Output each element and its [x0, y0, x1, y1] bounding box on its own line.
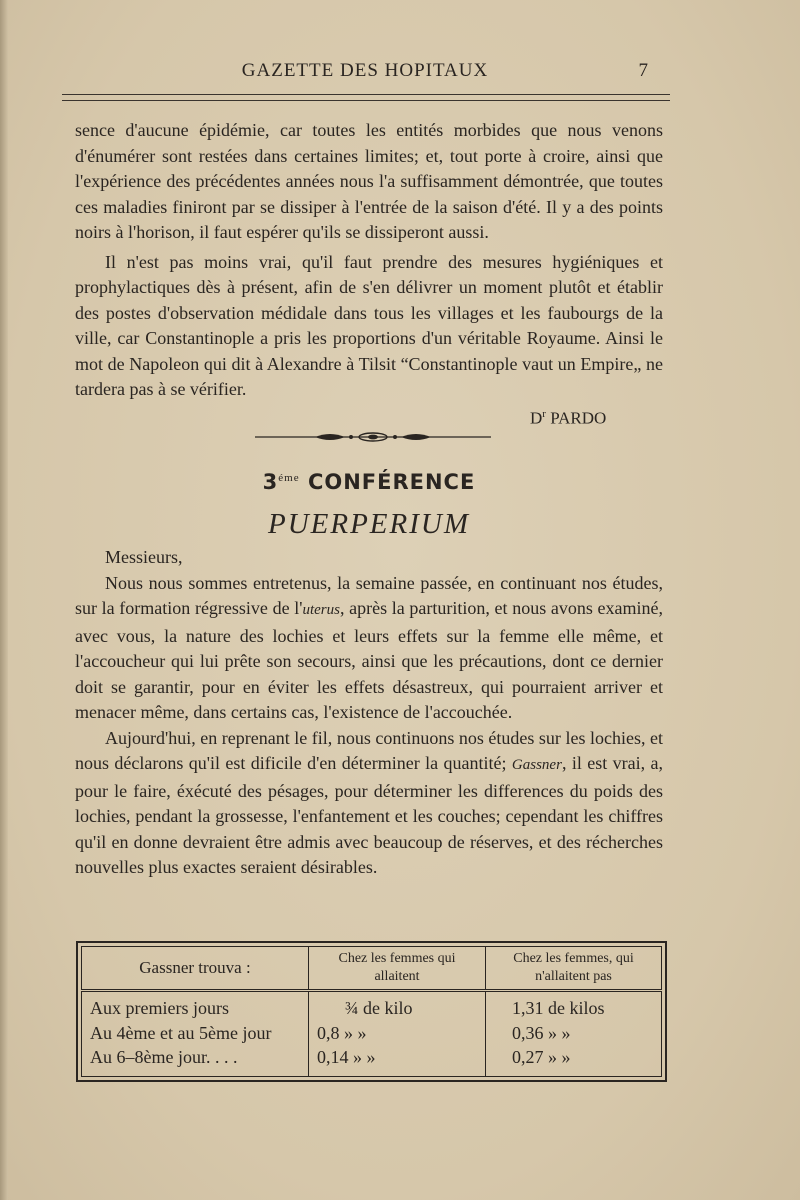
header-cell: Chez les femmes, qui n'allaitent pas	[486, 947, 662, 991]
page-header	[60, 60, 670, 86]
row-label: Aux premiers jours	[90, 998, 229, 1018]
table-cell	[82, 991, 309, 1077]
signature-prefix: D	[530, 408, 543, 428]
conference-ordinal: éme	[278, 472, 300, 484]
table-cell	[486, 991, 662, 1077]
header-rule	[62, 94, 670, 101]
table-cell	[309, 991, 486, 1077]
header-cell: Gassner trouva :	[82, 947, 309, 991]
value-cell: 0,27 » »	[512, 1047, 571, 1067]
p4-text-b: , il est vrai, a, pour le faire, éxécuté des pésages, pour déterminer les differences du poids des lochies, pendant la grossesse, l'enfantement et les couches; cependant les chiffres qu'il en donne devraient être admis avec beaucoup de réserves, et des récherches nouvelles plus exactes seraient désirables.	[75, 753, 663, 877]
conference-subtitle: PUERPERIUM	[268, 508, 470, 540]
paragraph-4	[75, 726, 663, 881]
conference-title: CONFÉRENCE	[307, 470, 476, 494]
row-label: Au 6–8ème jour. . . .	[90, 1047, 238, 1067]
author-signature	[530, 408, 606, 429]
value-cell: 0,14 » »	[317, 1047, 376, 1067]
value-cell: ¾ de kilo	[345, 998, 413, 1018]
p3-text-a: Nous nous sommes entretenus, la semaine passée, en continuant nos études, sur la formation régressive de l'	[75, 572, 663, 618]
page-number: 7	[638, 60, 648, 81]
value-cell: 1,31 de kilos	[512, 998, 605, 1018]
value-cell: 0,8 » »	[317, 1022, 367, 1043]
section-divider-ornament	[255, 430, 491, 444]
table-row	[82, 991, 662, 1077]
signature-sup: r	[542, 408, 546, 420]
gassner-table	[76, 941, 667, 1082]
lecture-text	[75, 545, 663, 881]
p4-italic-word: Gassner	[511, 757, 562, 773]
paragraph-1: sence d'aucune épidémie, car toutes les entités morbides que nous venons d'énumérer sont restées dans certaines limites; et, tout porte à croire, ainsi que l'expérience des précédentes années nous l'a suffisamment démontrée, que toutes ces maladies finiront par se dissiper à l'entrée de la saison d'été. Il y a des points noirs à l'horison, il faut espérer qu'ils se dissiperont aussi.	[75, 120, 663, 242]
salutation: Messieurs,	[105, 547, 183, 567]
paragraph-2: Il n'est pas moins vrai, qu'il faut prendre des mesures hygiéniques et prophylactiques dès à présent, afin de s'en délivrer un moment plutôt et établir des postes d'observation médidale dans tous les villages et les faubourgs de la ville, car Constantinople a pris les proportions d'un véritable Royaume. Ainsi le mot de Napoleon qui dit à Alexandre à Tilsit “Constantinople vaut un Empire„ ne tardera pas à se vérifier.	[75, 251, 663, 399]
p4-text-a: Aujourd'hui, en reprenant le fil, nous continuons nos études sur les lochies, et nous déclarons qu'il est dificile d'en déterminer la quantité;	[75, 727, 663, 773]
header-cell: Chez les femmes qui allaitent	[309, 947, 486, 991]
signature-name: PARDO	[550, 408, 607, 428]
data-table	[81, 946, 662, 1077]
page-edge	[0, 0, 8, 1200]
conference-number: 3	[262, 470, 279, 494]
journal-title: GAZETTE DES HOPITAUX	[241, 60, 489, 81]
conference-heading	[0, 470, 738, 494]
p3-italic-word: uterus	[302, 602, 340, 618]
p3-text-b: , après la parturition, et nous avons examiné, avec vous, la nature des lochies et leurs effets sur la femme elle même, et l'accoucheur qui lui prête son secours, ainsi que les précautions, dont ce dernier doit se garantir, pour en éviter les effets désastreux, qui pourraient arriver et menacer même, dans certains cas, l'existence de l'accouchée.	[75, 598, 663, 722]
article-continuation	[75, 118, 663, 403]
table-header-row	[82, 947, 662, 991]
paragraph-3	[75, 571, 663, 726]
row-label: Au 4ème et au 5ème jour	[90, 1022, 272, 1043]
value-cell: 0,36 » »	[512, 1022, 571, 1043]
